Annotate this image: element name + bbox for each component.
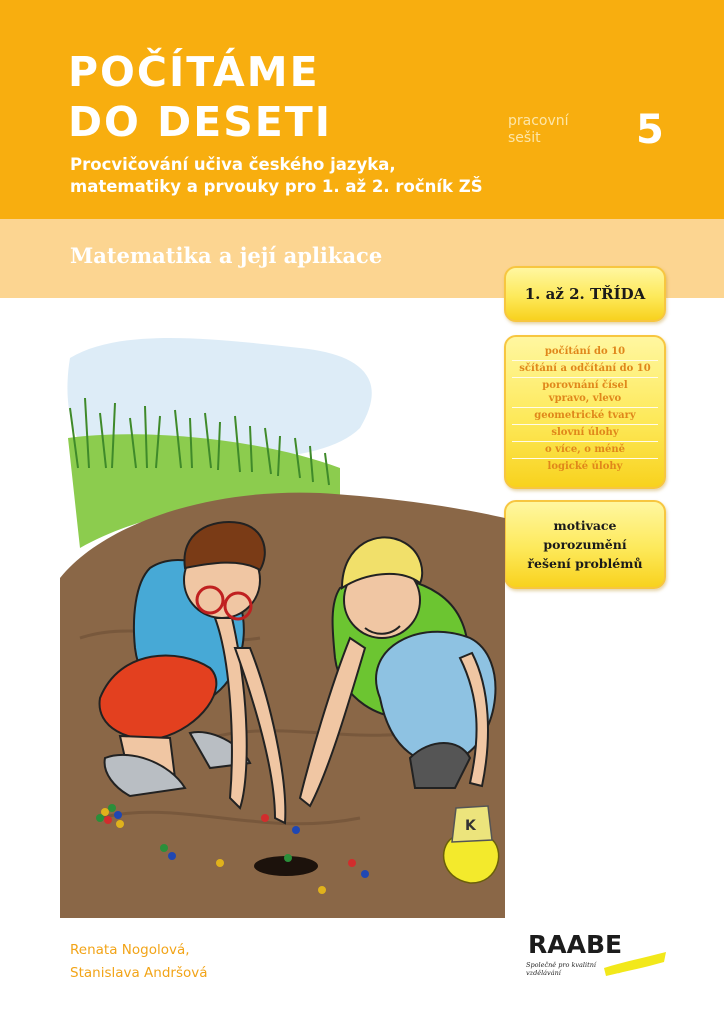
goal-item: řešení problémů (527, 556, 643, 571)
subtitle-line-2: matematiky a prvouky pro 1. až 2. ročník ZŠ (70, 177, 483, 196)
goal-item: porozumění (543, 537, 627, 552)
workbook-number: 5 (636, 107, 664, 153)
title-line-2: DO DESETI (68, 98, 332, 146)
tagline-line-2: vzdělávání (526, 969, 561, 977)
tagline-line-1: Společně pro kvalitní (526, 961, 596, 969)
workbook-label-line-1: pracovní (508, 113, 569, 129)
workbook-label (508, 113, 608, 147)
topics-box (504, 335, 666, 489)
authors (70, 939, 208, 985)
goal-item: motivace (553, 518, 617, 533)
author-name: Stanislava Andršová (70, 965, 208, 981)
topic-item: počítání do 10 (512, 344, 658, 361)
workbook-label-line-2: sešit (508, 130, 541, 146)
topic-item: o více, o méně (512, 442, 658, 459)
topic-item: logické úlohy (547, 461, 623, 472)
grade-box (504, 266, 666, 322)
title-line-1: POČÍTÁME (68, 48, 320, 96)
subtitle-line-1: Procvičování učiva českého jazyka, (70, 155, 396, 174)
publisher-tagline (526, 961, 616, 977)
goals-box (504, 500, 666, 589)
bag-label: K (465, 818, 476, 834)
topic-item: vpravo, vlevo (512, 391, 658, 408)
grade-label: 1. až 2. TŘÍDA (524, 285, 646, 303)
topic-item: sčítání a odčítání do 10 (512, 361, 658, 378)
subtitle (70, 154, 630, 198)
topic-item: slovní úlohy (512, 425, 658, 442)
subject-title: Matematika a její aplikace (70, 243, 383, 268)
cover-illustration (60, 318, 510, 918)
publisher-name: RAABE (528, 930, 623, 959)
topic-item: porovnání čísel (542, 380, 628, 391)
publisher-logo (508, 928, 668, 988)
author-name: Renata Nogolová, (70, 942, 190, 958)
topic-item: geometrické tvary (512, 408, 658, 425)
